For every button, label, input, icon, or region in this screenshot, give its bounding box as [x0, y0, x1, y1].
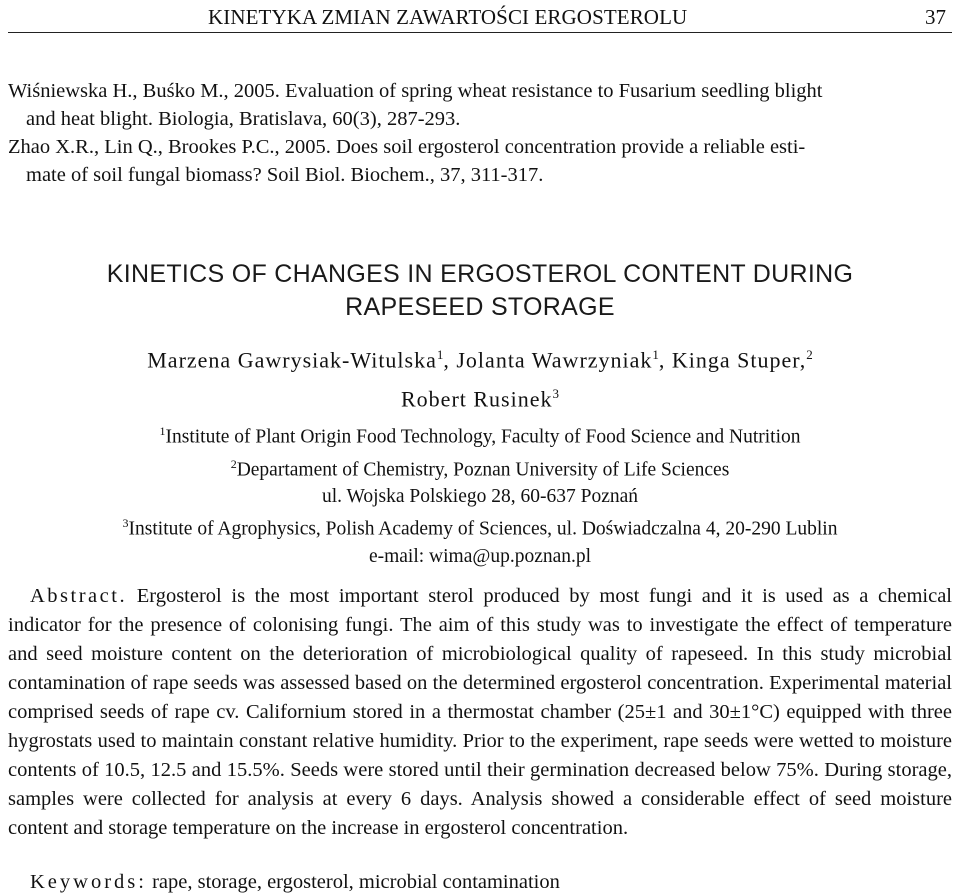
article-title-line: RAPESEED STORAGE — [345, 293, 615, 321]
reference-item — [8, 133, 952, 189]
affiliation-list — [0, 418, 960, 570]
author-name: Robert Rusinek — [401, 386, 553, 412]
article-title-line: KINETICS OF CHANGES IN ERGOSTEROL CONTENT DURING — [106, 260, 854, 288]
author-name: Marzena Gawrysiak-Witulska — [147, 347, 437, 373]
author-name: Kinga Stuper, — [671, 347, 807, 373]
author-list: Marzena Gawrysiak-Witulska$^1$, Jolanta Wawrzyniak$^1$, Kinga Stuper,$^2$ Robert Rusinek$^3$ — [147, 347, 813, 412]
article-title — [0, 258, 960, 324]
keywords — [30, 869, 950, 895]
page-number: 37 — [925, 5, 946, 29]
affiliation — [0, 418, 960, 451]
running-header — [8, 2, 952, 33]
contact-email[interactable]: e-mail: wima@up.poznan.pl — [368, 545, 592, 567]
reference-line-continued: and heat blight. Biologia, Bratislava, 60(3), 287-293. — [26, 108, 461, 130]
reference-item — [8, 77, 952, 133]
reference-line: Zhao X.R., Lin Q., Brookes P.C., 2005. Does soil ergosterol concentration provide a reliable esti- — [8, 136, 806, 158]
reference-line: Wiśniewska H., Buśko M., 2005. Evaluation of spring wheat resistance to Fusarium seedling blight — [8, 80, 823, 102]
abstract-label: Abstract. — [30, 585, 128, 607]
author-affiliation-mark: 1 — [436, 347, 444, 362]
running-title: KINETYKA ZMIAN ZAWARTOŚCI ERGOSTEROLU — [208, 5, 688, 29]
keywords-text: rape, storage, ergosterol, microbial contamination — [152, 871, 560, 893]
affiliation — [0, 451, 960, 484]
reference-line-continued: mate of soil fungal biomass? Soil Biol. Biochem., 37, 311-317. — [26, 164, 544, 186]
author-affiliation-mark: 2 — [806, 347, 813, 362]
keywords-label: Keywords: — [30, 871, 147, 893]
affiliation-mark: 3 — [122, 516, 129, 530]
abstract — [8, 582, 952, 843]
reference-list — [8, 77, 952, 189]
affiliation-text: Institute of Plant Origin Food Technology, Faculty of Food Science and Nutrition — [165, 426, 801, 448]
affiliation-address: ul. Wojska Polskiego 28, 60-637 Poznań — [321, 486, 639, 507]
author-name: Jolanta Wawrzyniak — [456, 347, 653, 373]
author-affiliation-mark: 3 — [552, 386, 559, 402]
affiliation-mark: 2 — [230, 456, 237, 471]
abstract-text: Ergosterol is the most important sterol produced by most fungi and it is used as a chemical indicator for the presence of colonising fungi. The aim of this study was to investigate the effect of temperature and seed moisture content on the deterioration of microbiological quality of rapeseed. In this study microbial contamination of rape seeds was assessed based on the determined ergosterol concentration. Experimental material comprised seeds of rape cv. Californium stored in a thermostat chamber (25±1 and 30±1°C) equipped with three hygrostats used to maintain constant relative humidity. Prior to the experiment, rape seeds were wetted to moisture contents of 10.5, 12.5 and 15.5%. Seeds were stored until their germination decreased below 75%. During storage, samples were collected for analysis at every 6 days. Analysis showed a considerable effect of seed moisture content and storage temperature on the increase in ergosterol concentration. — [8, 585, 952, 839]
affiliation-mark: 1 — [159, 424, 166, 438]
affiliation — [0, 510, 960, 543]
author-affiliation-mark: 1 — [652, 347, 659, 362]
affiliation-text: Departament of Chemistry, Poznan University of Life Sciences — [236, 459, 730, 480]
affiliation-text: Institute of Agrophysics, Polish Academy of Sciences, ul. Doświadczalna 4, 20-290 Lublin — [128, 518, 838, 540]
